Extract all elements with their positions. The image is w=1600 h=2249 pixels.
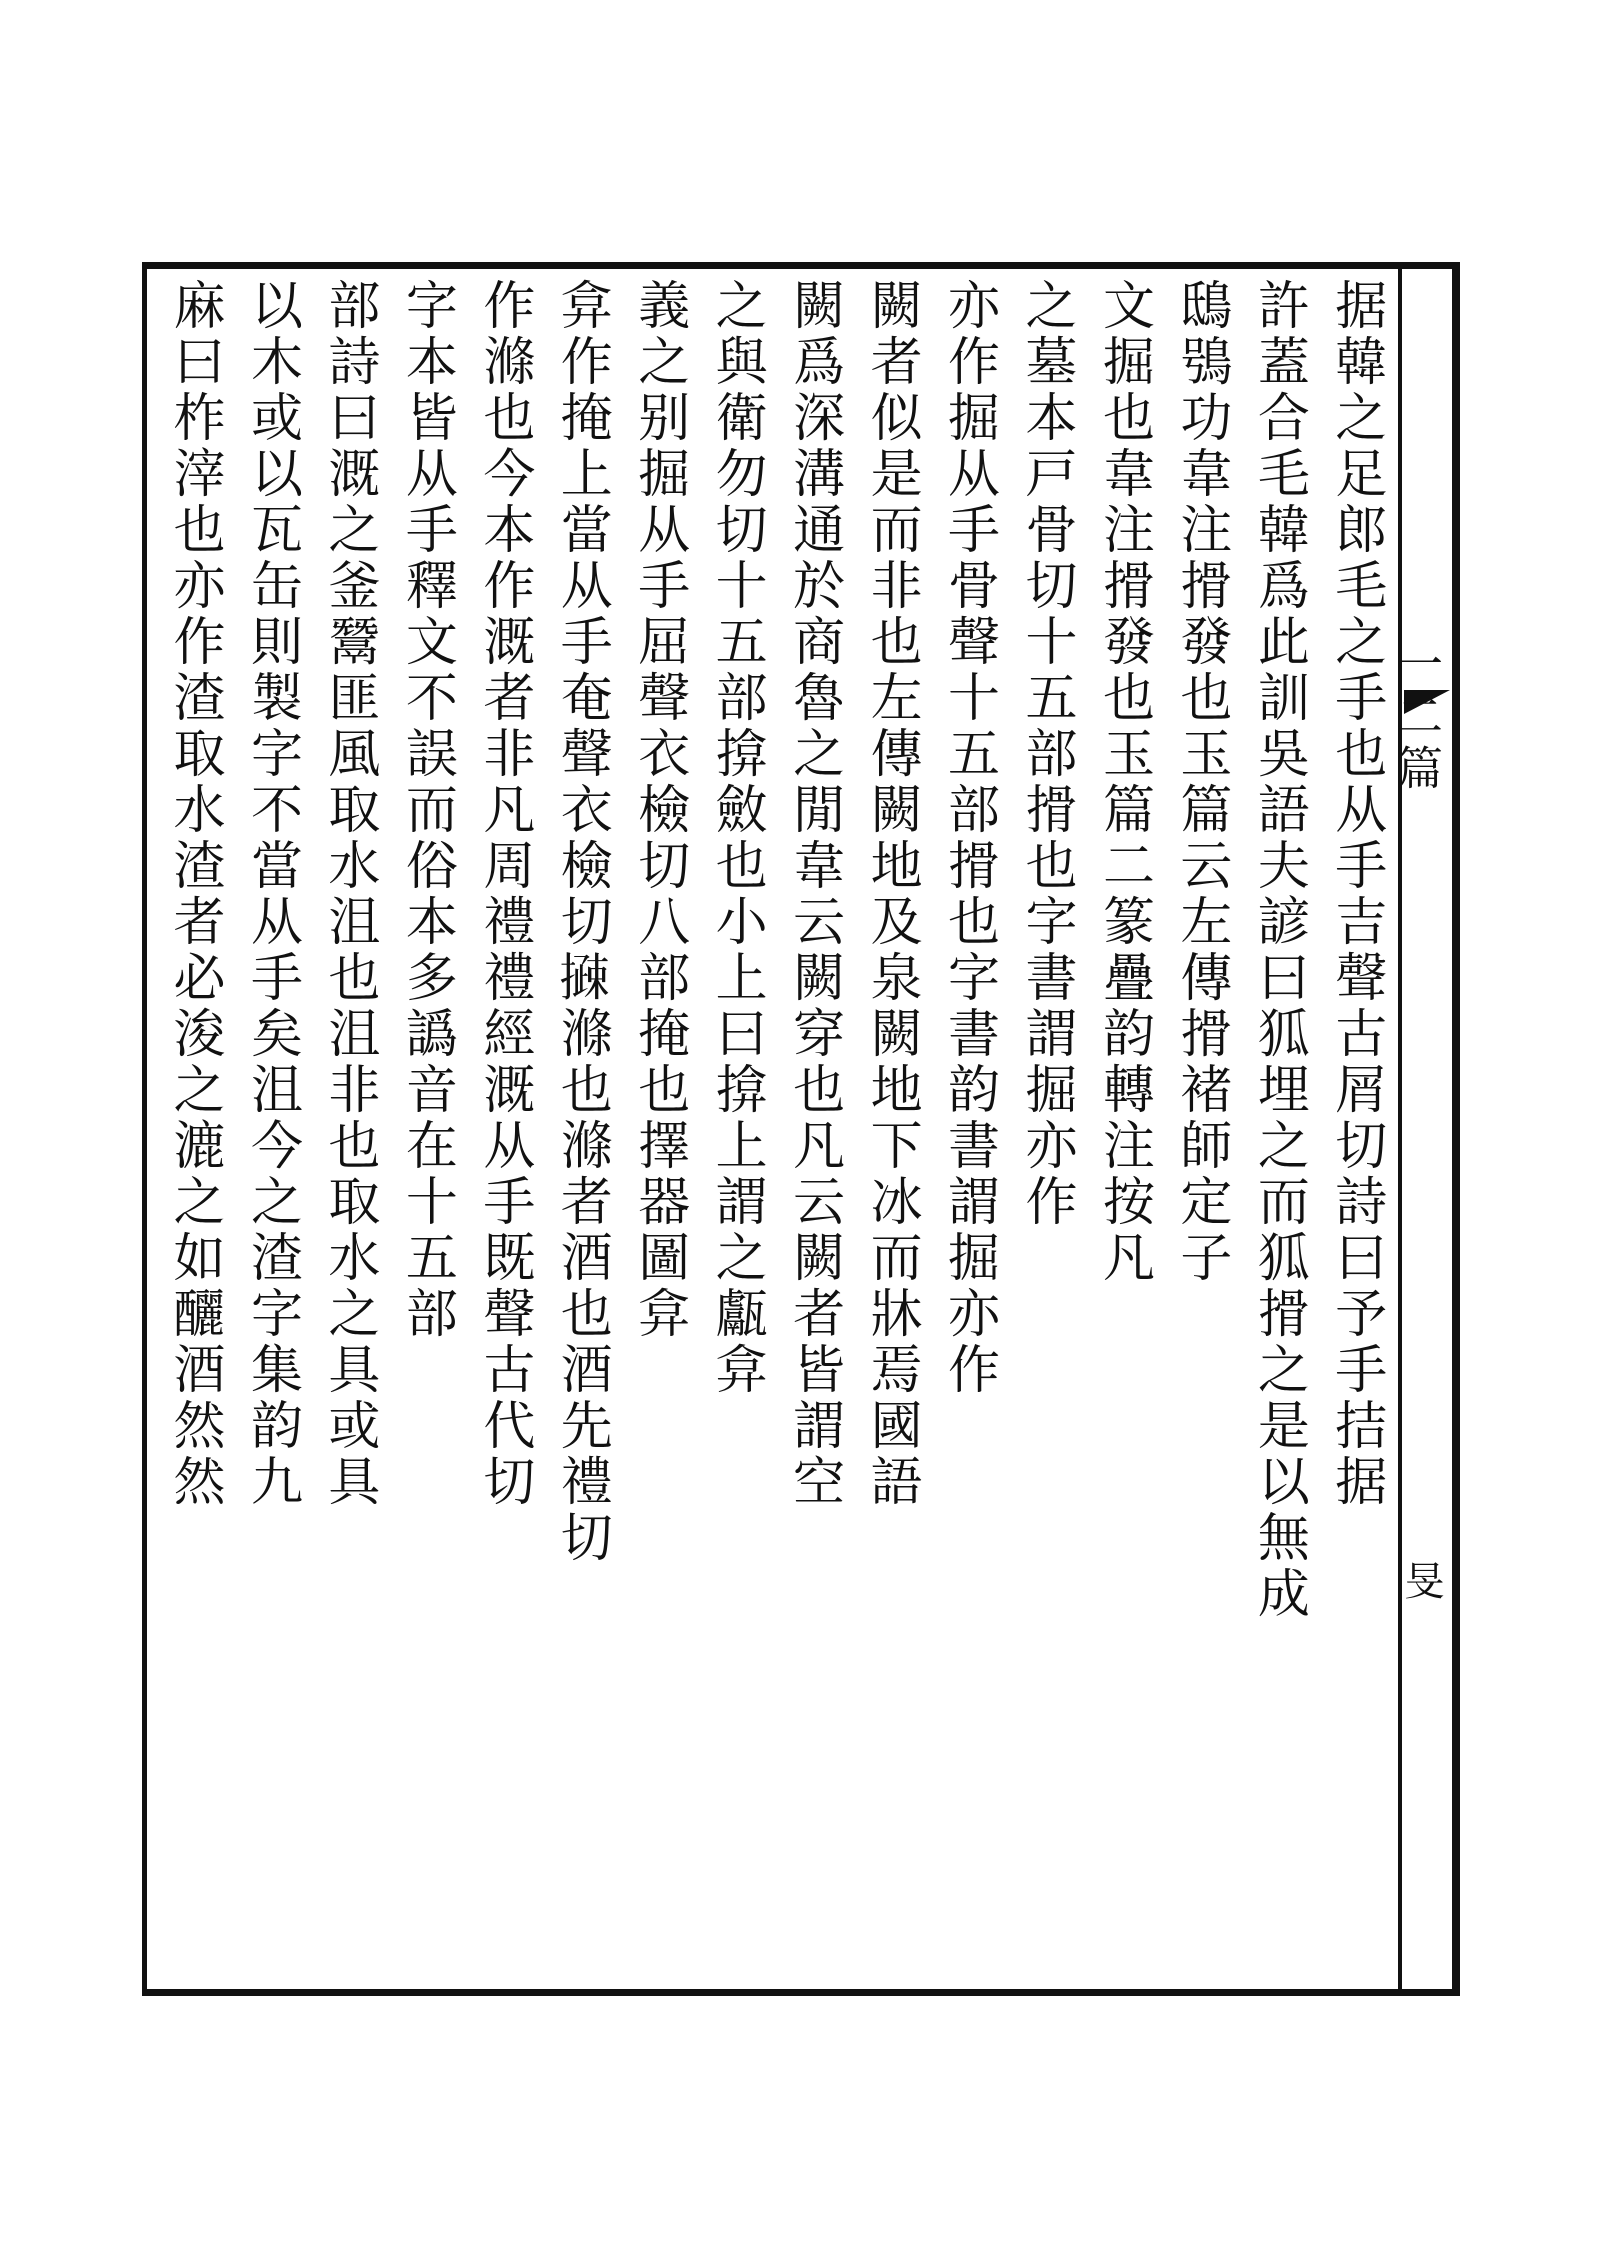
text-column-9: 之與衛勿切十五部揜斂也小上曰揜上謂之甗弇 (706, 278, 767, 1398)
text-column-4: 文掘也韋注搰發也玉篇二篆疊韵轉注按凡 (1093, 278, 1154, 1286)
fold-title: 一二篇 (1390, 640, 1444, 796)
text-column-13: 字本皆从手釋文不誤而俗本多譌音在十五部 (396, 278, 457, 1342)
text-column-1: 据韓之足郎毛之手也从手吉聲古屑切詩曰予手拮据 (1325, 278, 1386, 1510)
text-area (162, 278, 1388, 1984)
folio-number: 旻 (1398, 1560, 1444, 1600)
text-column-8: 闕爲深溝通於商魯之閒韋云闕穿也凡云闕者皆謂空 (783, 278, 844, 1510)
fold-outer-rule (1452, 262, 1460, 1996)
text-column-3: 鴟鴞功韋注搰發也玉篇云左傳搰褚師定子 (1170, 278, 1231, 1286)
text-column-15: 以木或以瓦缶則製字不當从手矣沮今之渣字集韵九 (241, 278, 302, 1510)
text-column-5: 之墓本戸骨切十五部搰也字書謂掘亦作 (1015, 278, 1076, 1230)
text-column-6: 亦作掘从手骨聲十五部搰也字書韵書謂掘亦作 (938, 278, 999, 1398)
text-column-16: 麻曰柞滓也亦作渣取水渣者必浚之漉之如釃酒然然 (164, 278, 224, 1510)
text-column-14: 部詩曰溉之釜鬵匪風取水沮也沮非也取水之具或具 (318, 278, 379, 1510)
text-column-2: 許蓋合毛韓爲此訓吳語夫諺曰狐埋之而狐搰之是以無成 (1248, 278, 1309, 1622)
text-column-10: 義之别掘从手屈聲衣檢切八部掩也擇器圖弇 (628, 278, 689, 1342)
text-column-11: 弇作掩上當从手奄聲衣檢切𢵽滌也滌者酒也酒先禮切 (551, 278, 612, 1566)
text-column-7: 闕者似是而非也左傳闕地及泉闕地下冰而牀焉國語 (861, 278, 922, 1510)
text-column-12: 作滌也今本作溉者非凡周禮禮經溉从手既聲古代切 (473, 278, 534, 1510)
fold-inner-rule (1398, 262, 1402, 1996)
